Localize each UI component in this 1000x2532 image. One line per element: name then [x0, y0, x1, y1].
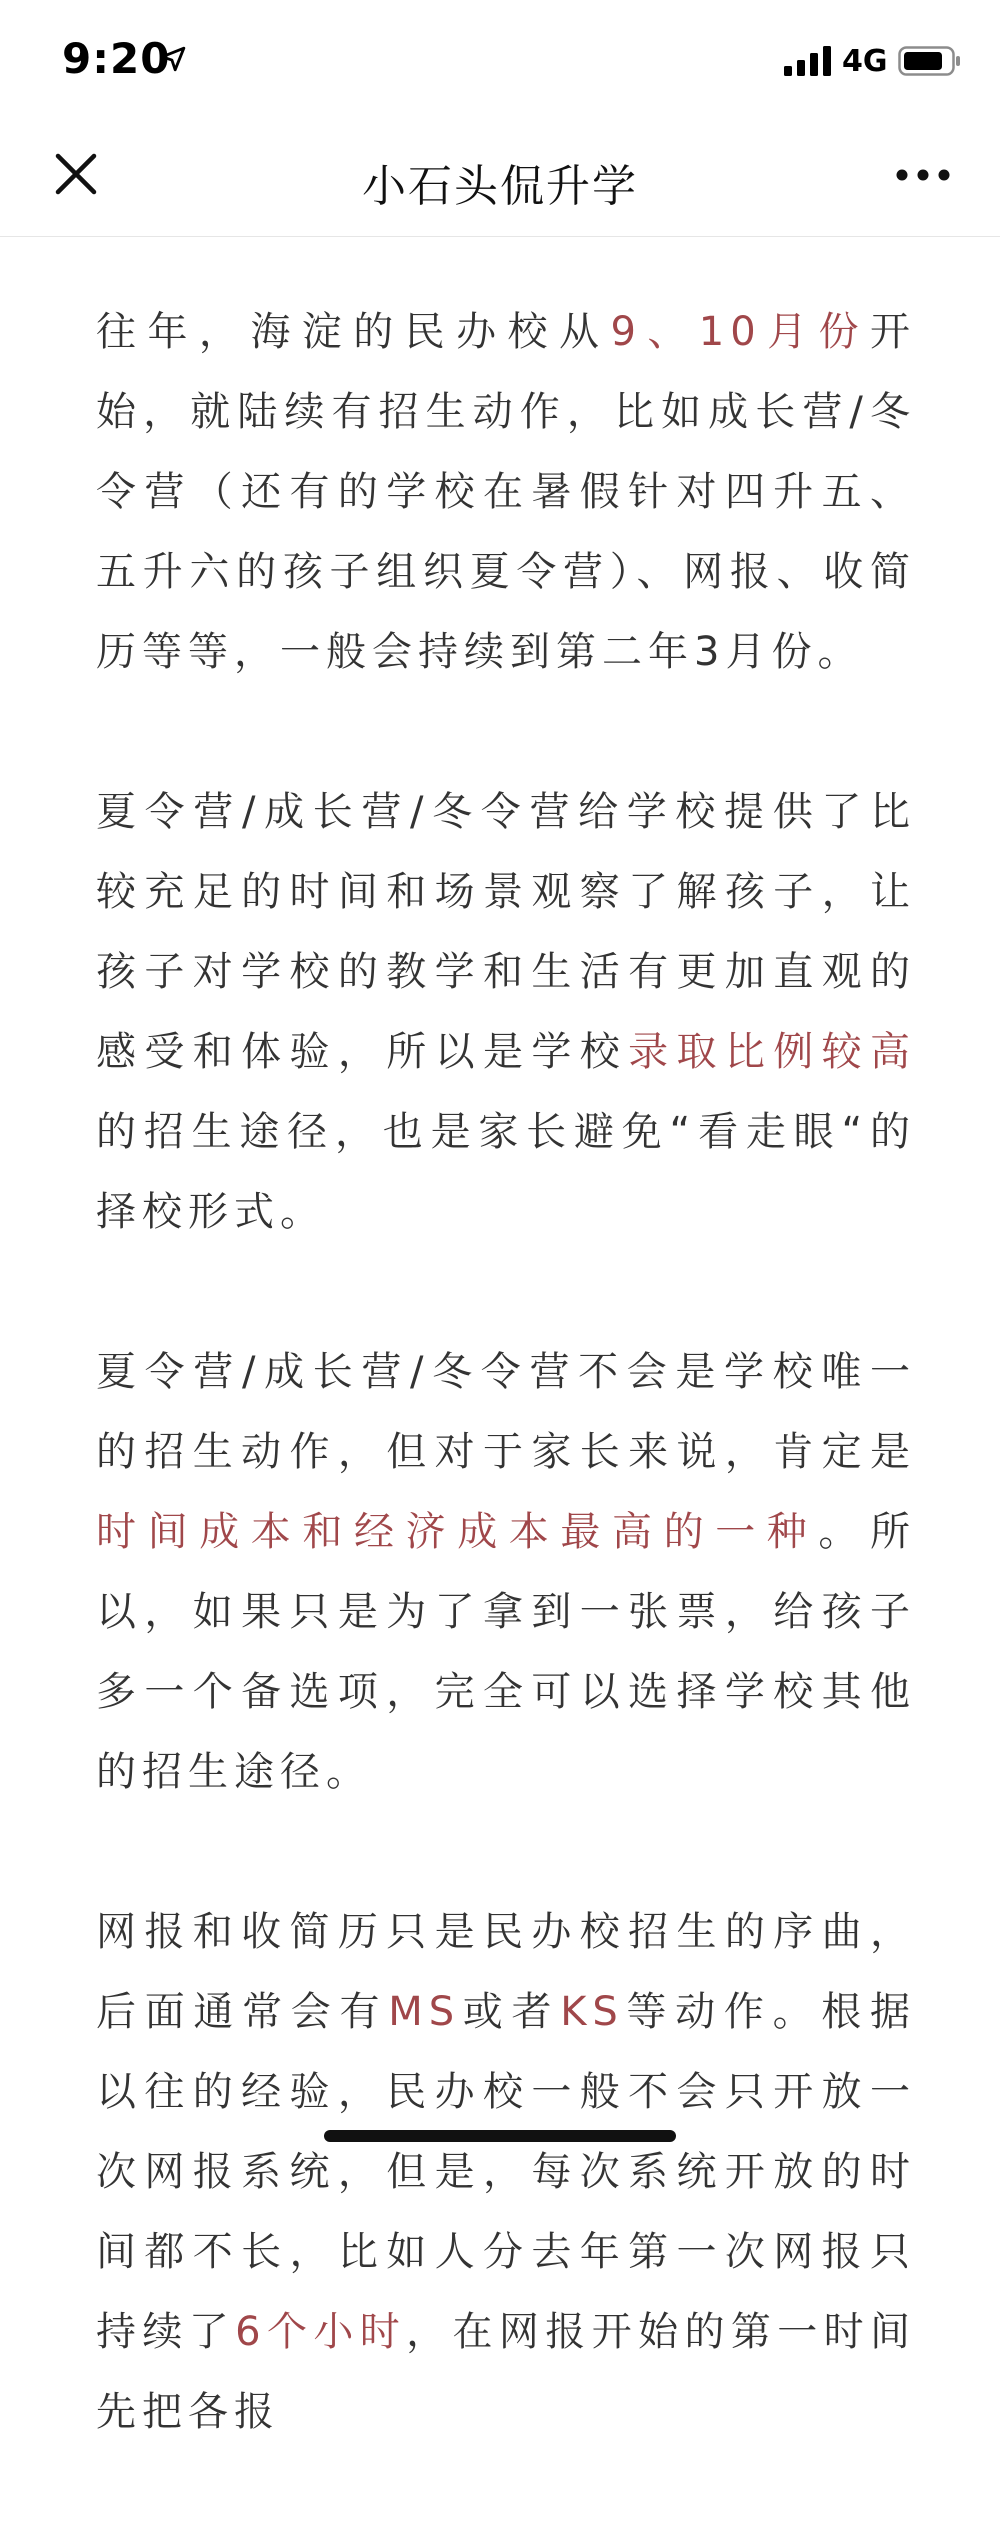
text: ，在网报开始的第一时间先把各报 [96, 2309, 917, 2435]
signal-bars-icon [784, 46, 832, 76]
status-time: 9:20 [62, 34, 171, 83]
highlight-text: 9、10月份 [610, 309, 870, 355]
text: 的招生途径，也是家长避免“看走眼“的择校形式。 [96, 1109, 916, 1235]
article-paragraph-3 [96, 1332, 916, 1812]
text: 夏令营/成长营/冬令营不会是学校唯一的招生动作，但对于家长来说，肯定是 [96, 1349, 916, 1475]
highlight-text: MS [388, 1989, 461, 2035]
article-body [96, 292, 916, 2532]
text: 或者 [460, 1989, 561, 2035]
article-paragraph-1 [96, 292, 916, 692]
status-bar [0, 0, 1000, 120]
text: 等动作。根据以往的经验，民办校一般不会只开放一次网报系统，但是，每次系统开放的时间都不长，比如人分去年第一次网报只持续了 [96, 1989, 916, 2355]
highlight-text: 6个小时 [235, 2309, 407, 2355]
more-dots-icon[interactable] [896, 158, 950, 192]
battery-icon [898, 46, 962, 76]
close-icon[interactable] [52, 150, 100, 198]
highlight-text: 时间成本和经济成本最高的一种 [96, 1509, 819, 1555]
text: 。所以，如果只是为了拿到一张票，给孩子多一个备选项，完全可以选择学校其他的招生途径。 [96, 1509, 917, 1795]
text: 开始，就陆续有招生动作，比如成长营/冬令营（还有的学校在暑假针对四升五、五升六的孩子组织夏令营）、网报、收简历等等，一般会持续到第二年3月份。 [96, 309, 916, 675]
text: 往年，海淀的民办校从 [96, 309, 611, 355]
article-paragraph-4 [96, 1892, 916, 2452]
text: 夏令营/成长营/冬令营给学校提供了比较充足的时间和场景观察了解孩子，让孩子对学校的教学和生活有更加直观的感受和体验，所以是学校 [96, 789, 916, 1075]
network-label: 4G [842, 44, 888, 79]
page-title: 小石头侃升学 [362, 161, 638, 212]
text: 网报和收简历只是民办校招生的序曲，后面通常会有 [96, 1909, 916, 2035]
article-paragraph-2 [96, 772, 916, 1252]
highlight-text: 录取比例较高 [628, 1029, 916, 1075]
home-indicator[interactable] [324, 2130, 676, 2142]
highlight-text: KS [560, 1989, 624, 2035]
location-arrow-icon [160, 46, 186, 72]
